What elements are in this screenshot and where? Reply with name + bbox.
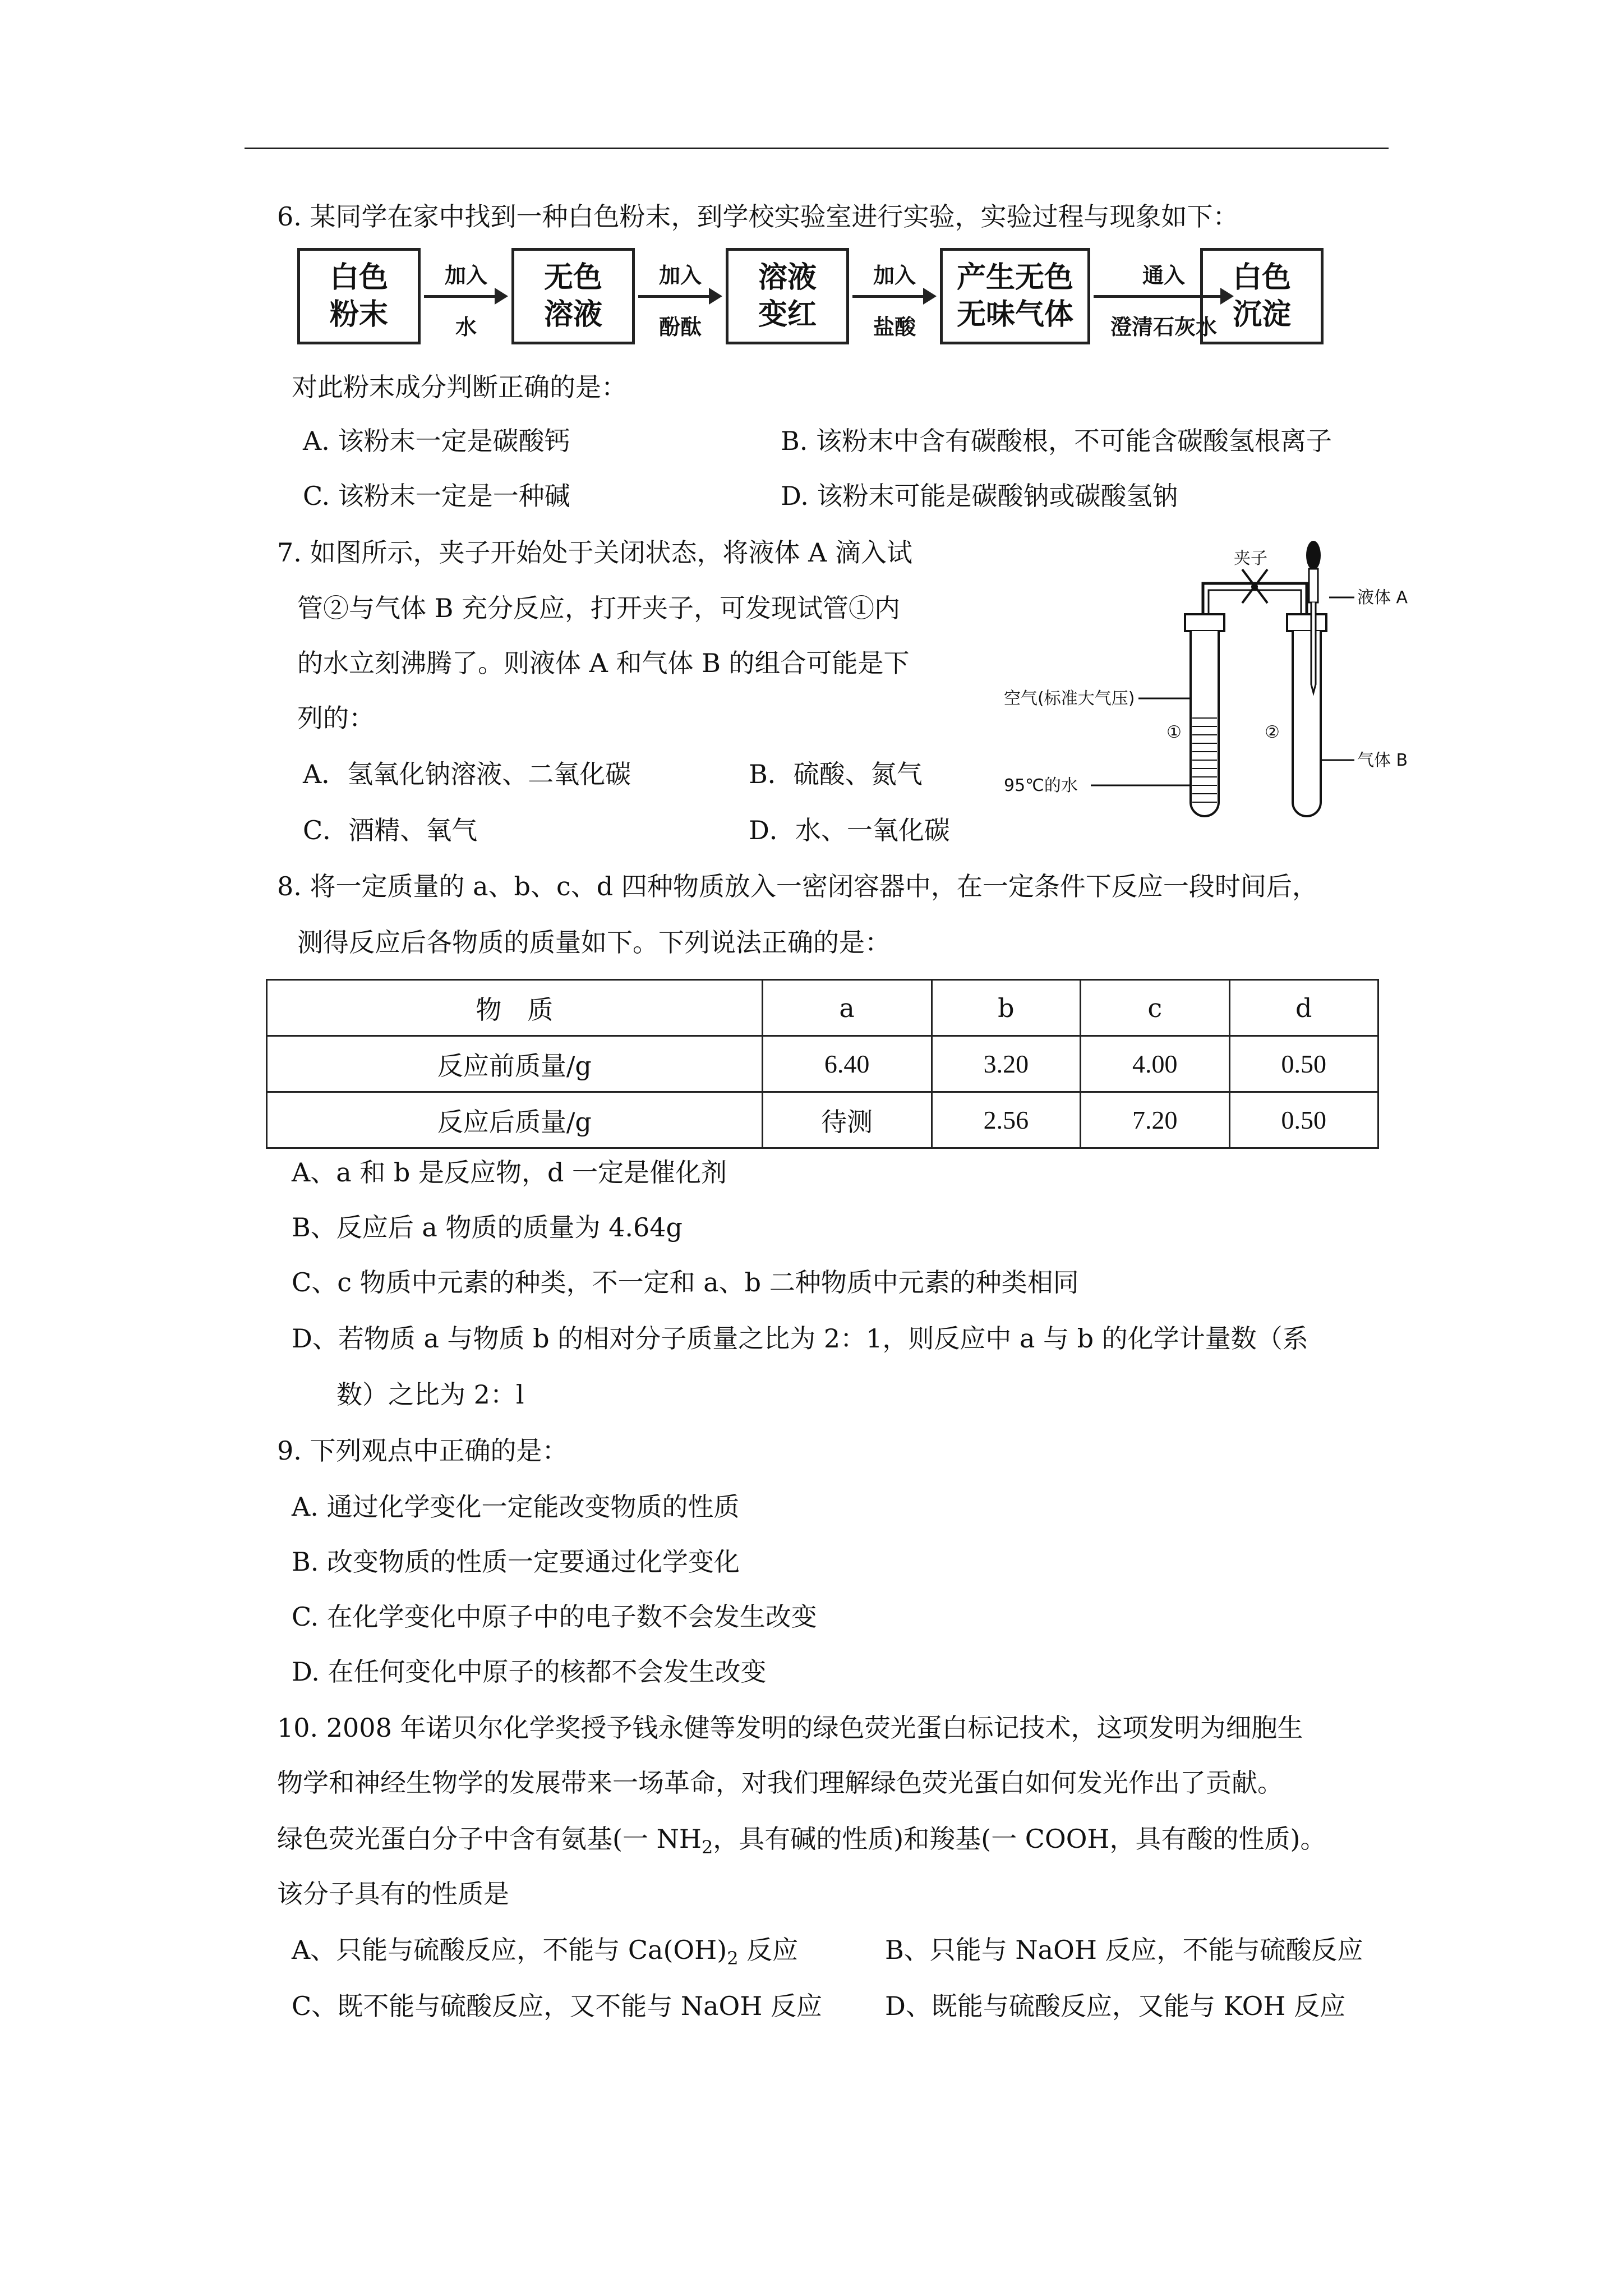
table-header: d xyxy=(1229,980,1378,1036)
q10-option-a: A、只能与硫酸反应，不能与 $Ca(OH)_2$ 反应 xyxy=(292,1935,799,1969)
label-tube-2: ② xyxy=(1265,723,1280,742)
q7-option-a: A．氢氧化钠溶液、二氧化碳 xyxy=(303,759,631,789)
q6-option-b: B. 该粉末中含有碳酸根，不可能含碳酸氢根离子 xyxy=(781,426,1332,456)
flow-arrow-add-phenolphthalein: 加入 酚酞 xyxy=(638,248,722,344)
flow-box-colorless-solution: 无色 溶液 xyxy=(511,248,635,344)
q10-line-3: 绿色荧光蛋白分子中含有氨基(一 $NH_2$，具有碱的性质)和羧基(一 COOH，具有酸的性质)。 xyxy=(277,1824,1326,1858)
table-cell: 待测 xyxy=(762,1092,932,1148)
q10-line-2: 物学和神经生物学的发展带来一场革命，对我们理解绿色荧光蛋白如何发光作出了贡献。 xyxy=(277,1768,1283,1798)
label-clamp: 夹子 xyxy=(1234,549,1267,568)
q8-option-a: A、a 和 b 是反应物，d 一定是催化剂 xyxy=(292,1157,727,1188)
table-cell: 反应后质量/g xyxy=(267,1092,763,1148)
table-cell: 6.40 xyxy=(762,1036,932,1092)
table-row xyxy=(267,1036,1378,1092)
table-cell: 反应前质量/g xyxy=(267,1036,763,1092)
flow-arrow-limewater: 通入 澄清石灰水 xyxy=(1094,248,1234,344)
q8-option-d: D、若物质 a 与物质 b 的相对分子质量之比为 2：1，则反应中 a 与 b 的化学计量数（系 xyxy=(292,1323,1308,1354)
table-cell: 4.00 xyxy=(1081,1036,1229,1092)
test-tube-2 xyxy=(1287,614,1326,816)
q6-option-a: A. 该粉末一定是碳酸钙 xyxy=(303,426,570,456)
q8-line-1: 8. 将一定质量的 a、b、c、d 四种物质放入一密闭容器中，在一定条件下反应一段时间后， xyxy=(277,871,1318,901)
label-water: 95℃的水 xyxy=(1004,776,1078,795)
label-liquid-a: 液体 A xyxy=(1357,588,1408,608)
q10-line-4: 该分子具有的性质是 xyxy=(277,1879,509,1909)
q7-line-3: 的水立刻沸腾了。则液体 A 和气体 B 的组合可能是下 xyxy=(297,648,910,678)
q6-flowchart xyxy=(297,248,1324,352)
table-cell: 7.20 xyxy=(1081,1092,1229,1148)
q10-line-1: 10. 2008 年诺贝尔化学奖授予钱永健等发明的绿色荧光蛋白标记技术，这项发明为细胞生 xyxy=(277,1713,1303,1743)
table-header: a xyxy=(762,980,932,1036)
q6-question: 对此粉末成分判断正确的是： xyxy=(292,372,627,402)
table-cell: 0.50 xyxy=(1229,1036,1378,1092)
q10-option-b: B、只能与 NaOH 反应，不能与硫酸反应 xyxy=(885,1935,1363,1965)
q7-line-1: 7. 如图所示，夹子开始处于关闭状态，将液体 A 滴入试 xyxy=(277,537,912,568)
q6-option-d: D. 该粉末可能是碳酸钠或碳酸氢钠 xyxy=(781,481,1178,511)
test-tube-1 xyxy=(1185,614,1224,816)
label-gas-b: 气体 B xyxy=(1357,751,1408,770)
q7-option-d: D．水、一氧化碳 xyxy=(749,815,950,845)
flow-box-white-precipitate: 白色 沉淀 xyxy=(1200,248,1324,344)
q9-stem: 9. 下列观点中正确的是： xyxy=(277,1435,568,1466)
table-header: c xyxy=(1081,980,1229,1036)
clamp-icon xyxy=(1242,569,1267,603)
table-cell: 2.56 xyxy=(932,1092,1080,1148)
q7-line-4: 列的： xyxy=(297,703,375,733)
flow-box-gas-produced: 产生无色 无味气体 xyxy=(940,248,1090,344)
flow-arrow-add-water: 加入 水 xyxy=(424,248,508,344)
table-header-row xyxy=(267,980,1378,1036)
q8-mass-table xyxy=(266,979,1379,1149)
flow-arrow-add-hcl: 加入 盐酸 xyxy=(852,248,937,344)
q8-option-b: B、反应后 a 物质的质量为 4.64g xyxy=(292,1212,683,1243)
q9-option-b: B. 改变物质的性质一定要通过化学变化 xyxy=(292,1547,740,1577)
q9-option-d: D. 在任何变化中原子的核都不会发生改变 xyxy=(292,1657,767,1687)
q9-option-c: C. 在化学变化中原子中的电子数不会发生改变 xyxy=(292,1602,817,1632)
header-rule xyxy=(245,148,1389,149)
table-row xyxy=(267,1092,1378,1148)
q8-option-c: C、c 物质中元素的种类，不一定和 a、b 二种物质中元素的种类相同 xyxy=(292,1267,1079,1297)
label-tube-1: ① xyxy=(1166,723,1182,742)
label-air: 空气(标准大气压) xyxy=(1004,689,1135,708)
table-header: 物 质 xyxy=(267,980,763,1036)
table-cell: 3.20 xyxy=(932,1036,1080,1092)
table-cell: 0.50 xyxy=(1229,1092,1378,1148)
q7-option-c: C．酒精、氧气 xyxy=(303,815,478,845)
q6-stem: 6. 某同学在家中找到一种白色粉末，到学校实验室进行实验，实验过程与现象如下： xyxy=(277,201,1239,232)
q7-line-2: 管②与气体 B 充分反应，打开夹子，可发现试管①内 xyxy=(297,593,901,623)
q10-option-c: C、既不能与硫酸反应，又不能与 NaOH 反应 xyxy=(292,1991,822,2021)
flow-box-white-powder: 白色 粉末 xyxy=(297,248,421,344)
table-header: b xyxy=(932,980,1080,1036)
q7-apparatus-figure xyxy=(1004,539,1408,836)
q6-option-c: C. 该粉末一定是一种碱 xyxy=(303,481,570,511)
q10-option-d: D、既能与硫酸反应，又能与 KOH 反应 xyxy=(885,1991,1346,2021)
q8-line-2: 测得反应后各物质的质量如下。下列说法正确的是： xyxy=(297,927,891,958)
q8-option-d-cont: 数）之比为 2：l xyxy=(336,1379,524,1410)
flow-box-solution-turns-red: 溶液 变红 xyxy=(726,248,849,344)
q7-option-b: B．硫酸、氮气 xyxy=(749,759,923,789)
q9-option-a: A. 通过化学变化一定能改变物质的性质 xyxy=(292,1492,740,1522)
